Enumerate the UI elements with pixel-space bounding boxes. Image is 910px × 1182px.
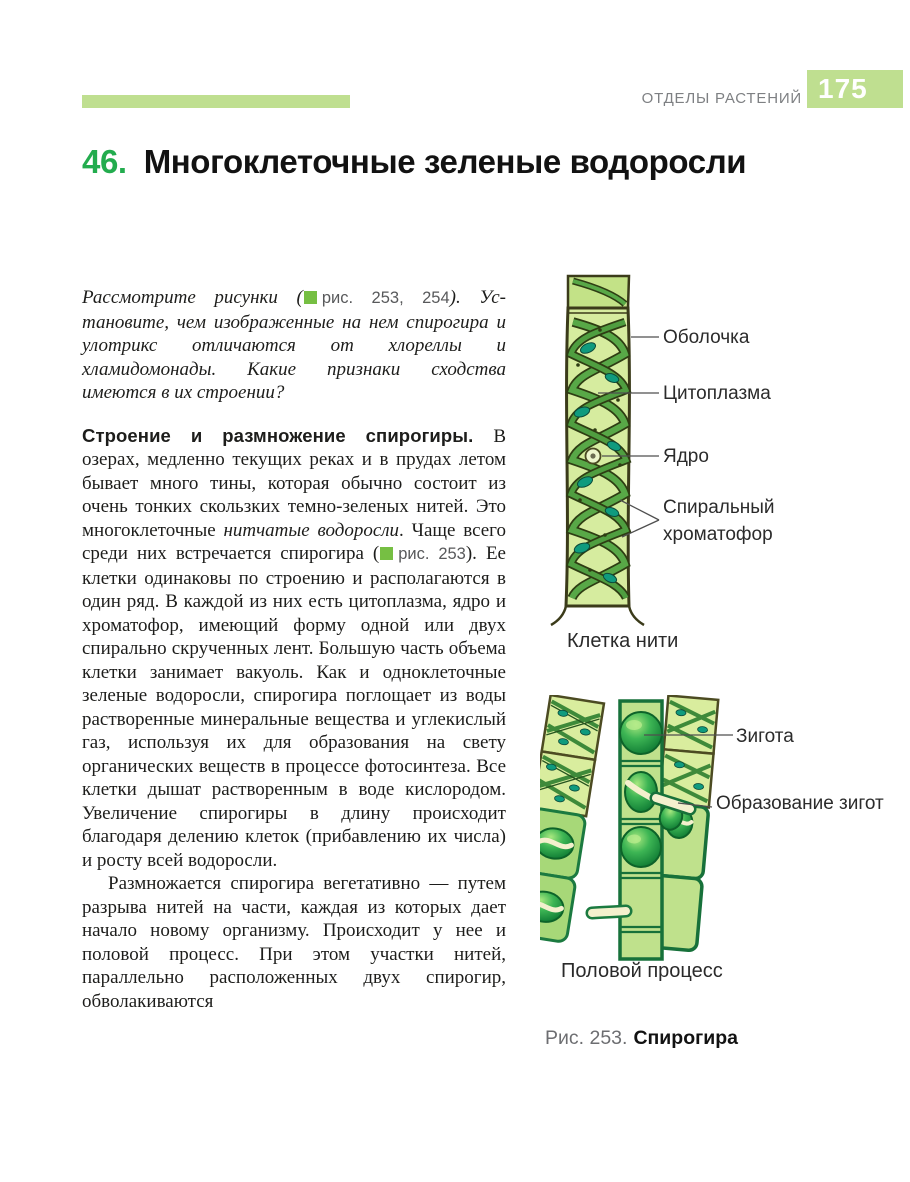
text-run: ). Ее клетки одинаковы по строению и располагаются в один ряд. В каждой из них есть цитоплазма, ядро и хроматофор, имеющий форму одной или двух спирально скрученных лент. Большую часть объема клетки занимает вакуоль. Как и одноклеточные зеленые водоросли, спирогира поглощает из воды растворенные минеральные вещества и углекислый газ, используя их для образования на свету органических веществ в процессе фотосинтеза. Все клетки дышат растворенным в воде кислородом. Увеличение спирогиры в длину происходит благодаря делению клеток (прибавлению их числа) и росту всей водоросли. [82,543,506,871]
section-label: ОТДЕЛЫ РАСТЕНИЙ [641,90,802,107]
spirogyra-cell-illustration [540,260,910,660]
page-number-badge: 175 [807,70,903,108]
article-body [82,286,506,1013]
sexual-process-illustration [540,695,910,965]
chapter-title [82,143,746,181]
text-run: Рассмотрите рисунки ( [82,287,303,308]
figure-ref-square-icon [304,291,317,304]
label-cytoplasm: Цитоплазма [663,383,771,404]
text-run: . Чаще всего среди них встречается спирогира ( [82,519,507,564]
chapter-title-text: Многоклеточные зеленые водоросли [143,143,747,180]
text-run: нитчатые водоросли [223,519,400,541]
nucleus-shape [586,449,601,464]
figure-caption-name: Спирогира [633,1027,738,1049]
label-zygote-formation: Образование зигот [716,793,884,814]
cell-figure-caption: Клетка нити [567,630,679,652]
text-run: ). Установите, чем изображенные на нем спирогира и улотрикс отличаются от хлореллы и хламидомонады. Какие признаки сходства имеются в их строении? [82,287,506,403]
chapter-number: 46. [82,143,127,180]
label-zygote: Зигота [736,726,794,747]
label-nucleus: Ядро [663,446,709,467]
sexual-figure-caption: Половой процесс [561,960,723,982]
figure-caption-prefix: Рис. 253. [545,1027,628,1049]
text-run: В озерах, медленно текущих реках и в прудах летом бывает много тины, которая обычно состоит из очень тонких скользких темно-зеленых нитей. Это многоклеточные [82,425,506,541]
figure-reference: рис. 253 [379,545,466,563]
paragraph [82,424,506,873]
text-run: Строение и размножение спирогиры. [82,424,494,446]
figure-caption [545,1027,738,1050]
paragraph [82,872,506,1013]
label-chromatophore: Спиральный хроматофор [663,497,775,545]
figure-reference: рис. 253, 254 [303,289,450,307]
text-run: Размножается спирогира вегетативно — путем разрыва нитей на части, каждая из которых дает начало новому организму. Происходит у нее и половой процесс. При этом участки нитей, параллельно расположенных двух спирогир, обволакиваются [82,873,506,1012]
header-accent-bar [82,95,350,108]
paragraph [82,286,506,405]
label-shell: Оболочка [663,327,750,348]
figure-ref-square-icon [380,547,393,560]
